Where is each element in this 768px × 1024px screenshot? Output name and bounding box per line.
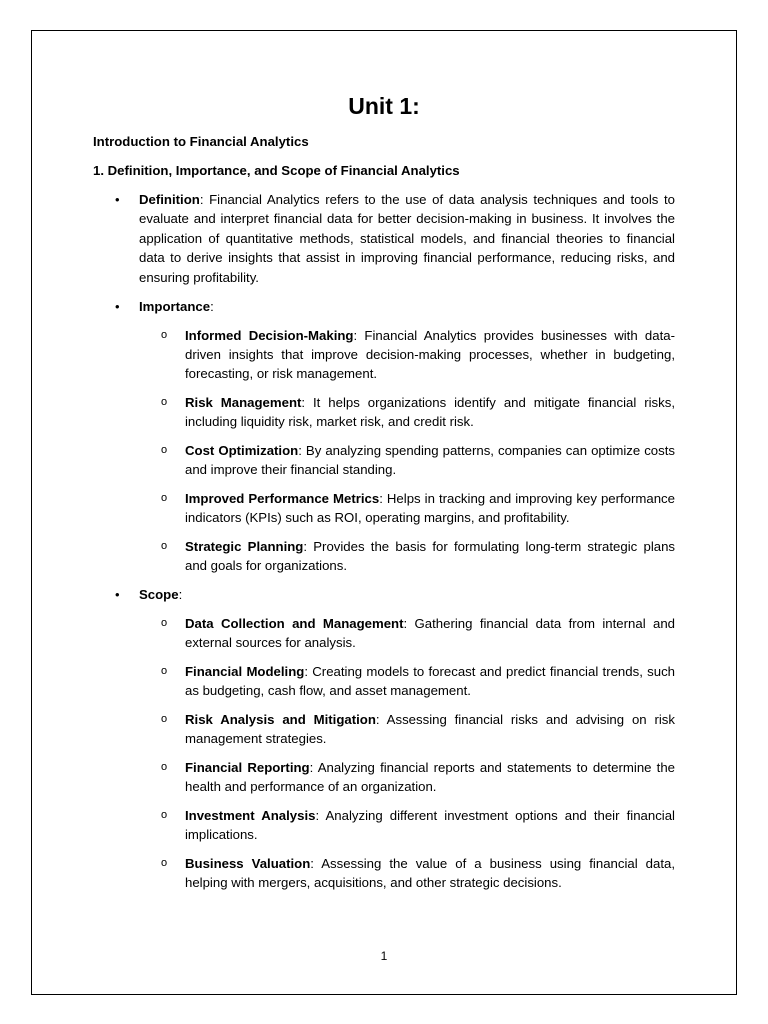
circle-bullet-icon: o — [161, 540, 168, 553]
bullet-icon: • — [115, 298, 120, 314]
scope-text: : — [178, 587, 183, 603]
list-item-text: : Analyzing different investment options and their financial implications. — [185, 808, 675, 843]
list-item-cost-optimization — [161, 441, 675, 480]
list-item-data-collection — [161, 614, 675, 653]
circle-bullet-icon: o — [161, 809, 168, 822]
list-item-term: Strategic Planning — [185, 539, 304, 555]
circle-bullet-icon: o — [161, 857, 168, 870]
unit-title: Unit 1: — [348, 93, 420, 119]
list-item-text: : Analyzing financial reports and statements to determine the health and performance of an organization. — [185, 760, 675, 795]
section-heading: 1. Definition, Importance, and Scope of Financial Analytics — [93, 163, 460, 178]
list-item-term: Risk Management — [185, 395, 302, 411]
circle-bullet-icon: o — [161, 761, 168, 774]
list-item-improved-performance-metrics — [161, 489, 675, 528]
list-item-business-valuation — [161, 854, 675, 893]
circle-bullet-icon: o — [161, 713, 168, 726]
scope-item — [115, 585, 675, 604]
importance-text: : — [210, 298, 214, 314]
list-item-term: Financial Modeling — [185, 664, 305, 680]
page-number: 1 — [380, 949, 388, 963]
definition-item — [115, 190, 675, 287]
importance-item — [115, 297, 675, 316]
list-item-text: : Creating models to forecast and predict financial trends, such as budgeting, cash flow, and asset management. — [185, 664, 675, 699]
list-item-text: : Provides the basis for formulating long-term strategic plans and goals for organizations. — [185, 539, 676, 574]
circle-bullet-icon: o — [161, 444, 168, 457]
circle-bullet-icon: o — [161, 617, 168, 630]
list-item-term: Cost Optimization — [185, 443, 299, 459]
list-item-term: Informed Decision-Making — [185, 327, 354, 343]
list-item-strategic-planning — [161, 537, 676, 576]
list-item-text: : Gathering financial data from internal and external sources for analysis. — [185, 616, 675, 651]
list-item-text: : It helps organizations identify and mitigate financial risks, including liquidity risk, market risk, and credit risk. — [185, 395, 675, 430]
list-item-text: : Assessing financial risks and advising on risk management strategies. — [185, 712, 675, 747]
intro-heading: Introduction to Financial Analytics — [93, 134, 309, 149]
list-item-term: Business Valuation — [185, 856, 311, 872]
list-item-term: Risk Analysis and Mitigation — [185, 712, 376, 728]
list-item-text: : By analyzing spending patterns, companies can optimize costs and improve their financial standing. — [185, 443, 675, 478]
scope-term: Scope — [139, 587, 179, 603]
circle-bullet-icon: o — [161, 396, 168, 409]
document-page — [31, 30, 737, 995]
list-item-text: : Helps in tracking and improving key performance indicators (KPIs) such as ROI, operating margins, and profitability. — [185, 491, 675, 526]
document-body — [93, 132, 675, 902]
list-item-text: : Financial Analytics provides businesses with data-driven insights that improve decision-making processes, whether in budgeting, forecasting, or risk management. — [185, 327, 675, 382]
importance-term: Importance — [139, 298, 211, 314]
list-item-risk-management — [161, 393, 675, 432]
bullet-icon: • — [115, 587, 120, 603]
definition-text: : Financial Analytics refers to the use of data analysis techniques and tools to evaluate and interpret financial data for better decision-making in business. It involves the application of quantitative methods, statistical models, and financial theories to financial data to derive insights that assist in improving financial performance, reducing risks, and ensuring profitability. — [139, 192, 675, 285]
bullet-icon: • — [115, 192, 120, 207]
list-item-term: Investment Analysis — [185, 808, 316, 824]
circle-bullet-icon: o — [161, 665, 168, 678]
list-item-informed-decision-making — [161, 326, 675, 384]
list-item-term: Improved Performance Metrics — [185, 491, 380, 507]
circle-bullet-icon: o — [161, 328, 168, 341]
list-item-financial-modeling — [161, 662, 675, 701]
circle-bullet-icon: o — [161, 492, 168, 505]
list-item-term: Financial Reporting — [185, 760, 310, 776]
list-item-risk-analysis — [161, 710, 675, 749]
definition-term: Definition — [139, 192, 200, 207]
list-item-term: Data Collection and Management — [185, 616, 404, 632]
list-item-financial-reporting — [161, 758, 675, 797]
list-item-text: : Assessing the value of a business using financial data, helping with mergers, acquisitions, and other strategic decisions. — [185, 856, 675, 891]
list-item-investment-analysis — [161, 806, 675, 845]
